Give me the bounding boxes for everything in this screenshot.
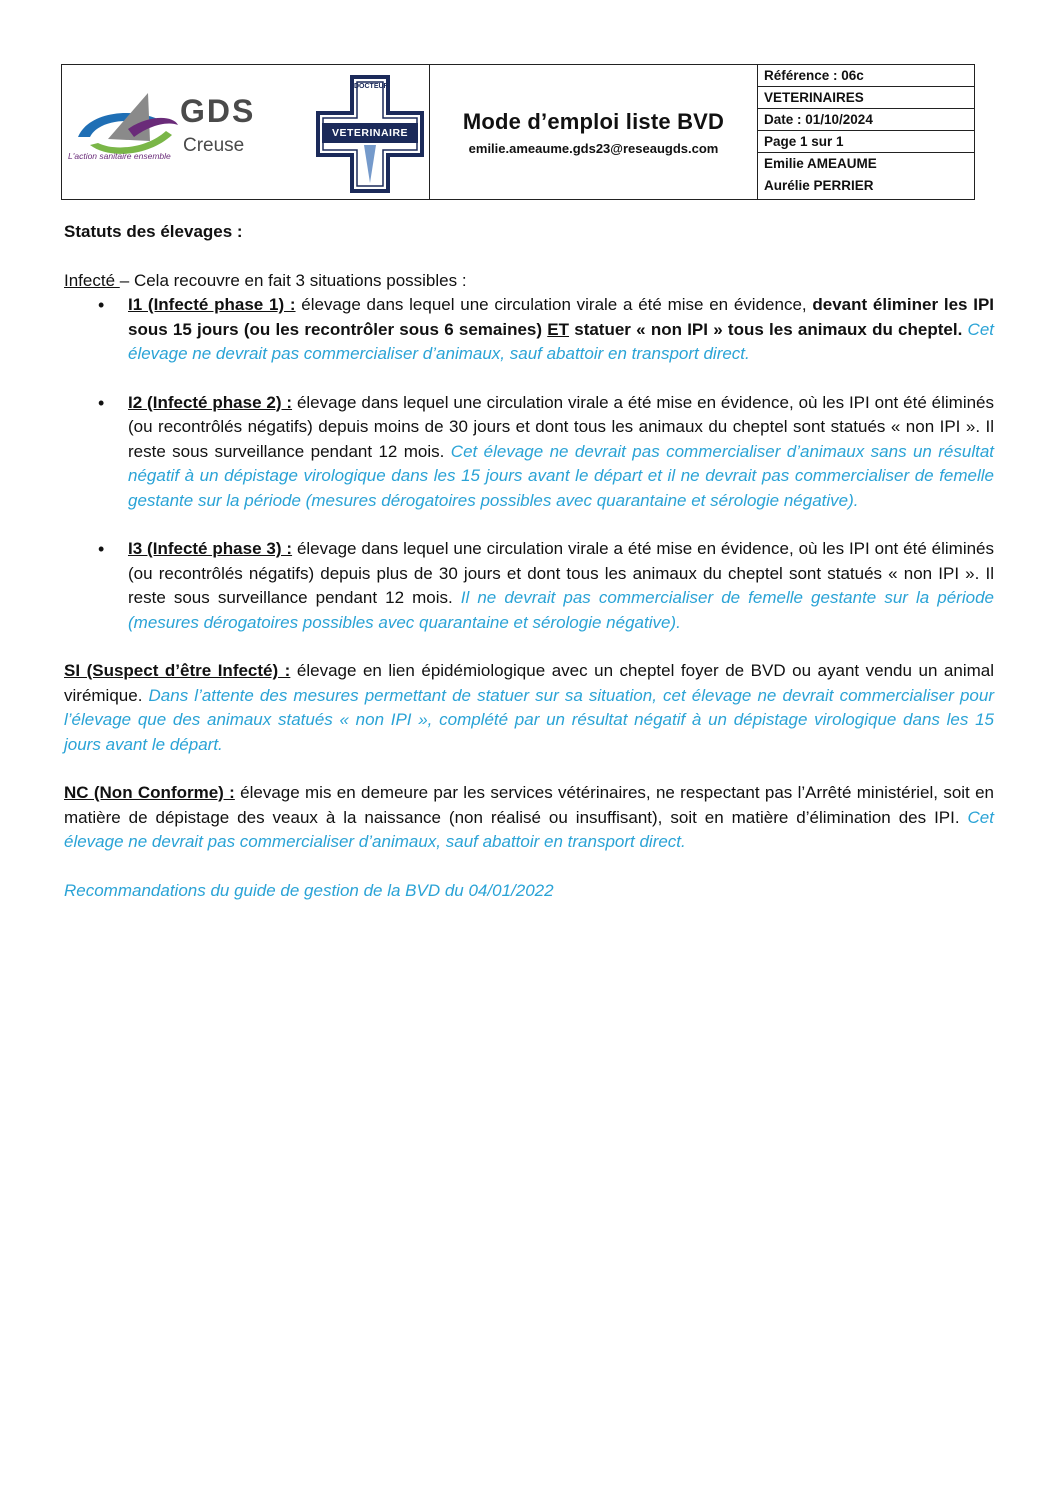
si-text: élevage en lien épidémiologique avec un cheptel foyer de BVD ou ayant vendu un animal virémique.	[64, 661, 994, 705]
si-paragraph	[64, 659, 994, 757]
meta-reference: Référence : 06c	[758, 65, 974, 87]
vet-logo-main-text: VETERINAIRE	[331, 127, 409, 139]
list-item-i3	[128, 537, 994, 635]
infecte-intro	[64, 269, 994, 294]
nc-text: élevage mis en demeure par les services vétérinaires, ne respectant pas l’Arrêté ministériel, soit en matière de dépistage des veaux à la naissance (non réalisé ou insuffisant), soit en matière d’élimination des IPI.	[64, 783, 995, 827]
i1-bold-a: devant éliminer les IPI sous 15 jours (ou les recontrôler sous 6 semaines)	[128, 295, 995, 339]
nc-label: NC (Non Conforme) :	[64, 783, 235, 802]
contact-email[interactable]: emilie.ameaume.gds23@reseaugds.com	[468, 140, 719, 156]
i2-label: I2 (Infecté phase 2) :	[128, 392, 293, 412]
author-1: Emilie AMEAUME	[764, 156, 877, 171]
author-2: Aurélie PERRIER	[764, 178, 874, 193]
meta-cell	[758, 65, 974, 199]
nc-paragraph	[64, 781, 994, 855]
nc-recommendation: Cet élevage ne devrait pas commercialiser d’animaux, sauf abattoir en transport direct.	[64, 807, 994, 851]
title-cell	[430, 65, 758, 199]
document-body	[64, 220, 994, 903]
i3-text: élevage dans lequel une circulation virale a été mise en évidence, où les IPI ont été éliminés (ou recontrôlés négatifs) depuis plus de 30 jours et dont tous les animaux du cheptel sont statués « non IPI ». Il reste sous surveillance pendant 12 mois.	[128, 539, 995, 607]
document-title: Mode d’emploi liste BVD	[462, 108, 725, 134]
meta-audience: VETERINAIRES	[758, 87, 974, 109]
infecte-phases-list	[64, 293, 994, 635]
i1-et: ET	[547, 319, 570, 339]
creuse-logo-text: Creuse	[183, 135, 245, 156]
logos-cell	[62, 65, 430, 199]
document-header	[61, 64, 975, 200]
meta-date: Date : 01/10/2024	[758, 109, 974, 131]
i1-text: élevage dans lequel une circulation virale a été mise en évidence,	[295, 295, 813, 314]
i1-bold-b: statuer « non IPI » tous les animaux du cheptel.	[569, 319, 963, 339]
section-title: Statuts des élevages :	[64, 222, 243, 241]
i2-recommendation: Cet élevage ne devrait pas commercialiser d’animaux sans un résultat négatif à un dépistage virologique dans les 15 jours avant le départ et il ne devrait pas commercialiser de femelle gestante sur la période (mesures dérogatoires possibles avec quarantaine et sérologie négative).	[128, 441, 994, 510]
meta-authors	[758, 153, 974, 197]
si-recommendation: Dans l’attente des mesures permettant de statuer sur sa situation, cet élevage ne devrait commercialiser pour l’élevage que des animaux statués « non IPI », complété par un résultat négatif à un dépistage virologique dans les 15 jours avant le départ.	[64, 685, 994, 754]
list-item-i2	[128, 391, 994, 514]
i1-label: I1 (Infecté phase 1) :	[128, 295, 296, 314]
si-label: SI (Suspect d’être Infecté) :	[64, 661, 291, 680]
logo-tagline: L'action sanitaire ensemble	[68, 151, 171, 161]
i3-label: I3 (Infecté phase 3) :	[128, 539, 293, 558]
list-item-i1	[128, 293, 994, 367]
vet-logo-top-text: DOCTEUR	[354, 83, 389, 90]
i1-recommendation: Cet élevage ne devrait pas commercialiser d’animaux, sauf abattoir en transport direct.	[128, 319, 994, 363]
meta-page: Page 1 sur 1	[758, 131, 974, 153]
infecte-intro-text: – Cela recouvre en fait 3 situations possibles :	[119, 270, 467, 290]
infecte-label: Infecté	[64, 270, 120, 290]
i2-text: élevage dans lequel une circulation virale a été mise en évidence, où les IPI ont été éliminés (ou recontrôlés négatifs) depuis moins de 30 jours et dont tous les animaux du cheptel sont statués « non IPI ». Il reste sous surveillance pendant 12 mois.	[128, 392, 995, 461]
i3-recommendation: Il ne devrait pas commercialiser de femelle gestante sur la période (mesures dérogatoires possibles avec quarantaine et sérologie négative).	[128, 588, 994, 632]
footer-note: Recommandations du guide de gestion de la BVD du 04/01/2022	[64, 880, 554, 900]
gds-logo-text: GDS	[180, 93, 256, 129]
